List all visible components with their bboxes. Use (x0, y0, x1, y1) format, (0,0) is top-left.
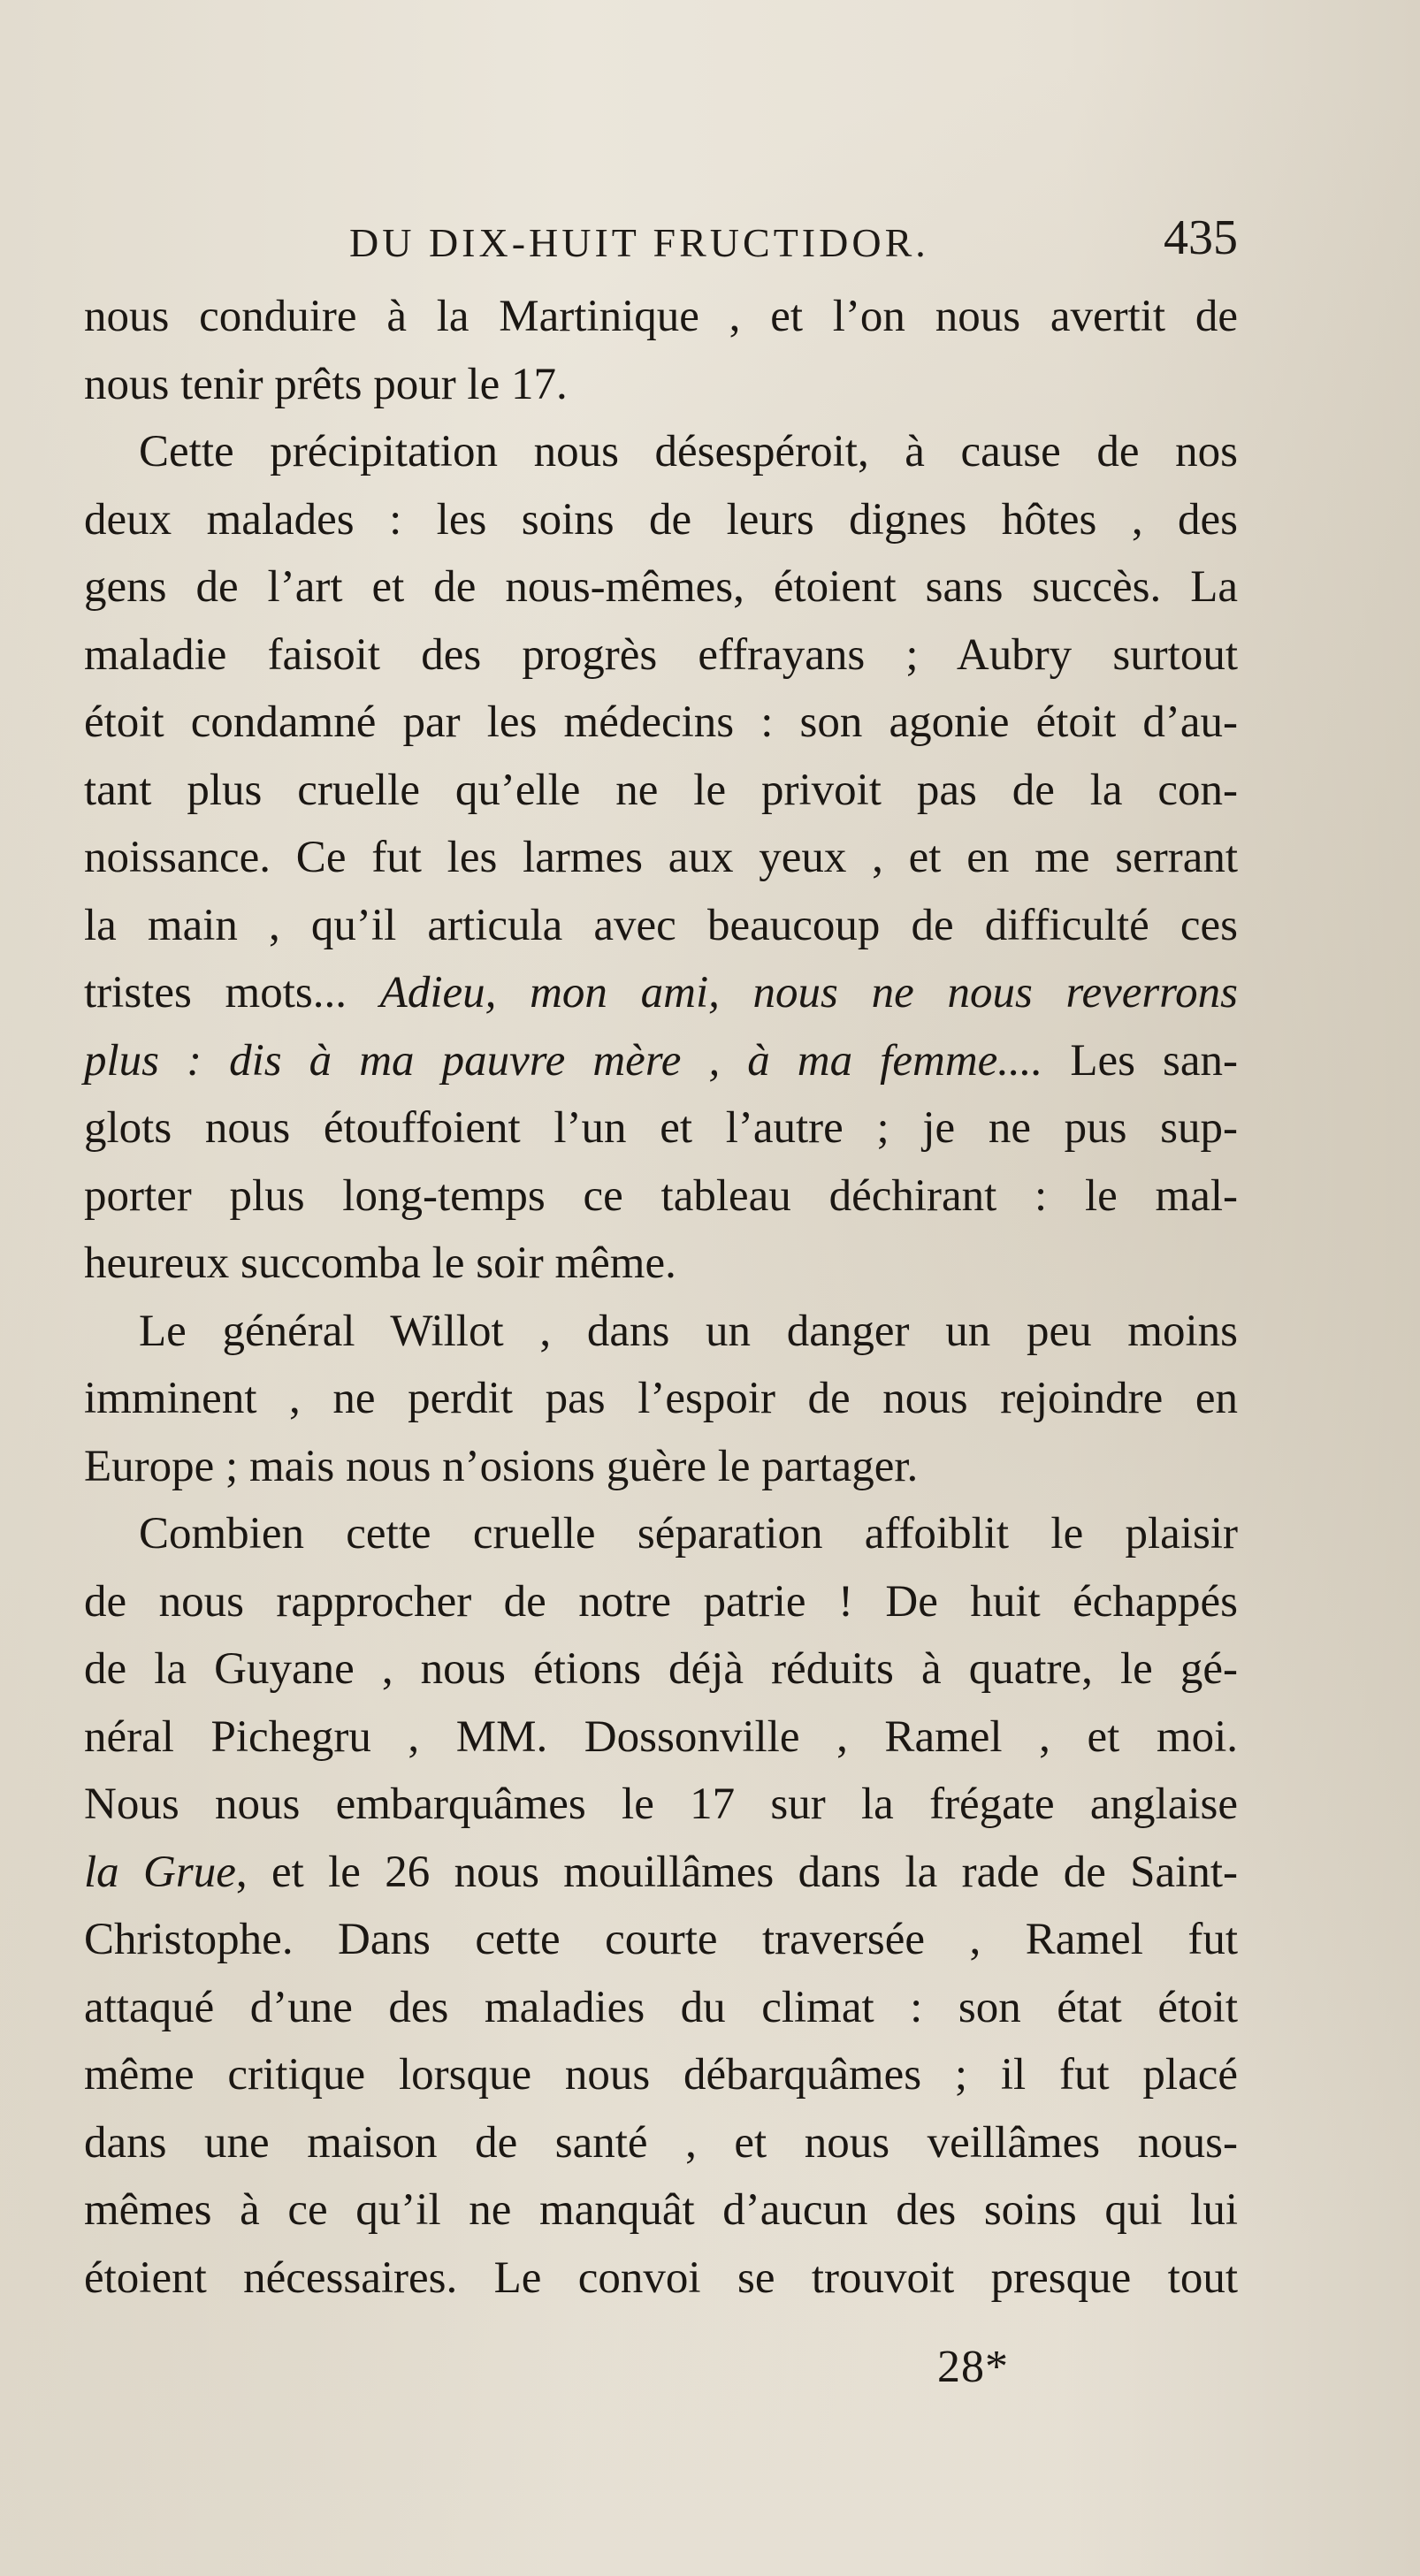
text-line: de nous rapprocher de notre patrie ! De huit échappés (84, 1576, 1238, 1627)
text-line: porter plus long-temps ce tableau déchirant : le mal- (84, 1170, 1238, 1221)
text-line: maladie faisoit des progrès effrayans ; Aubry surtout (84, 629, 1238, 680)
text-line: attaqué d’une des maladies du climat : son état étoit (84, 1982, 1238, 2032)
running-head (84, 212, 1238, 274)
text-line: glots nous étouffoient l’un et l’autre ; je ne pus sup- (84, 1103, 1238, 1153)
text-line: heureux succomba le soir même. (84, 1238, 676, 1288)
text-line: noissance. Ce fut les larmes aux yeux , et en me serrant (84, 833, 1238, 882)
running-title: DU DIX-HUIT FRUCTIDOR. (349, 220, 929, 265)
paragraph-first-line: Combien cette cruelle séparation affoiblit le plaisir (139, 1509, 1238, 1559)
text-line: deux malades : les soins de leurs dignes hôtes , des (84, 494, 1238, 545)
italic-ship-name: la Grue (84, 1847, 236, 1897)
text-line: nous tenir prêts pour le 17. (84, 359, 568, 409)
text-line: nous conduire à la Martinique , et l’on nous avertit de (84, 292, 1238, 341)
text-line: dans une maison de santé , et nous veillâmes nous- (84, 2117, 1238, 2168)
text-line: la main , qu’il articula avec beaucoup de difficulté ces (84, 900, 1238, 950)
text-line (84, 1027, 1238, 1095)
text-line: même critique lorsque nous débarquâmes ; il fut placé (84, 2050, 1238, 2100)
text-line: gens de l’art et de nous-mêmes, étoient sans succès. La (84, 562, 1238, 612)
text-line (84, 959, 1238, 1027)
paragraph-first-line: Cette précipitation nous désespéroit, à cause de nos (139, 427, 1238, 476)
text-line (84, 1839, 1238, 1907)
text-line: imminent , ne perdit pas l’espoir de nous rejoindre en (84, 1374, 1238, 1423)
text-line: étoit condamné par les médecins : son agonie étoit d’au- (84, 697, 1238, 747)
body-text (84, 283, 1238, 2312)
text-segment: Les san- (1042, 1035, 1238, 1086)
text-line: Christophe. Dans cette courte traversée , Ramel fut (84, 1915, 1238, 1964)
text-line: mêmes à ce qu’il ne manquât d’aucun des soins qui lui (84, 2185, 1238, 2235)
text-segment: , et le 26 nous mouillâmes dans la rade de Saint- (235, 1847, 1239, 1897)
text-line: néral Pichegru , MM. Dossonville , Ramel , et moi. (84, 1711, 1238, 1762)
italic-quote: Adieu, mon ami, nous ne nous reverrons (379, 968, 1238, 1017)
text-line: Europe ; mais nous n’osions guère le partager. (84, 1441, 919, 1491)
page-number: 435 (1164, 210, 1238, 265)
paragraph-first-line: Le général Willot , dans un danger un peu moins (139, 1306, 1238, 1356)
text-line: tant plus cruelle qu’elle ne le privoit pas de la con- (84, 765, 1238, 815)
text-line: de la Guyane , nous étions déjà réduits à quatre, le gé- (84, 1644, 1238, 1694)
italic-quote: plus : dis à ma pauvre mère , à ma femme.... (84, 1035, 1043, 1086)
text-segment: tristes mots... (84, 968, 380, 1017)
text-line: étoient nécessaires. Le convoi se trouvoit presque tout (84, 2252, 1238, 2303)
signature-mark: 28* (937, 2342, 1009, 2392)
text-line: Nous nous embarquâmes le 17 sur la frégate anglaise (84, 1780, 1238, 1829)
